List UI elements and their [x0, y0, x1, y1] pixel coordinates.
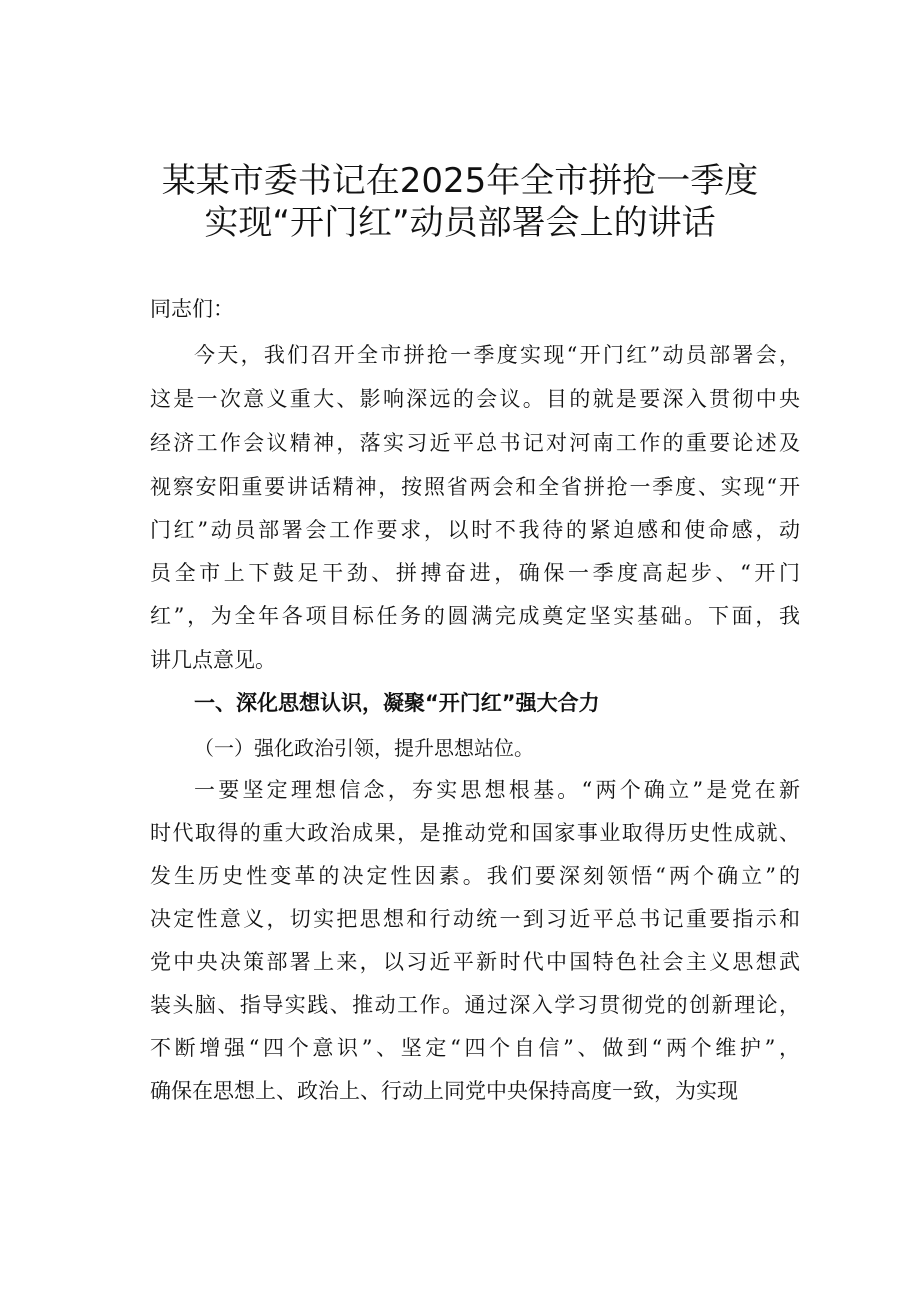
paragraph-line: 不断增强“四个意识”、坚定“四个自信”、做到“两个维护”，	[150, 1036, 800, 1060]
paragraph-line: 装头脑、指导实践、推动工作。通过深入学习贯彻党的创新理论，	[150, 993, 800, 1017]
section-heading: 一、深化思想认识，凝聚“开门红”强大合力	[194, 691, 600, 715]
paragraph-line: 确保在思想上、政治上、行动上同党中央保持高度一致，为实现	[150, 1079, 738, 1103]
paragraph-line: 一要坚定理想信念，夯实思想根基。“两个确立”是党在新	[194, 778, 800, 802]
paragraph-line: 讲几点意见。	[150, 648, 276, 672]
paragraph-line: 这是一次意义重大、影响深远的会议。目的就是要深入贯彻中央	[150, 387, 800, 411]
paragraph-line: 今天，我们召开全市拼抢一季度实现“开门红”动员部署会，	[194, 343, 800, 367]
paragraph-line: 经济工作会议精神，落实习近平总书记对河南工作的重要论述及	[150, 431, 800, 455]
paragraph-line: 时代取得的重大政治成果，是推动党和国家事业取得历史性成就、	[150, 821, 800, 845]
paragraph-line: 发生历史性变革的决定性因素。我们要深刻领悟“两个确立”的	[150, 864, 800, 888]
paragraph-line: 门红”动员部署会工作要求，以时不我待的紧迫感和使命感，动	[150, 518, 800, 542]
document-title-line-1: 某某市委书记在2025年全市拼抢一季度	[161, 161, 759, 201]
paragraph-line: 党中央决策部署上来，以习近平新时代中国特色社会主义思想武	[150, 950, 800, 974]
subsection-heading: （一）强化政治引领，提升思想站位。	[194, 736, 534, 760]
paragraph-line: 视察安阳重要讲话精神，按照省两会和全省拼抢一季度、实现“开	[150, 475, 800, 499]
paragraph-line: 决定性意义，切实把思想和行动统一到习近平总书记重要指示和	[150, 907, 800, 931]
paragraph-line: 员全市上下鼓足干劲、拼搏奋进，确保一季度高起步、“开门	[150, 561, 800, 585]
paragraph-line: 红”，为全年各项目标任务的圆满完成奠定坚实基础。下面，我	[150, 604, 800, 628]
salutation: 同志们：	[150, 297, 234, 321]
document-title-line-2: 实现“开门红”动员部署会上的讲话	[204, 203, 716, 243]
